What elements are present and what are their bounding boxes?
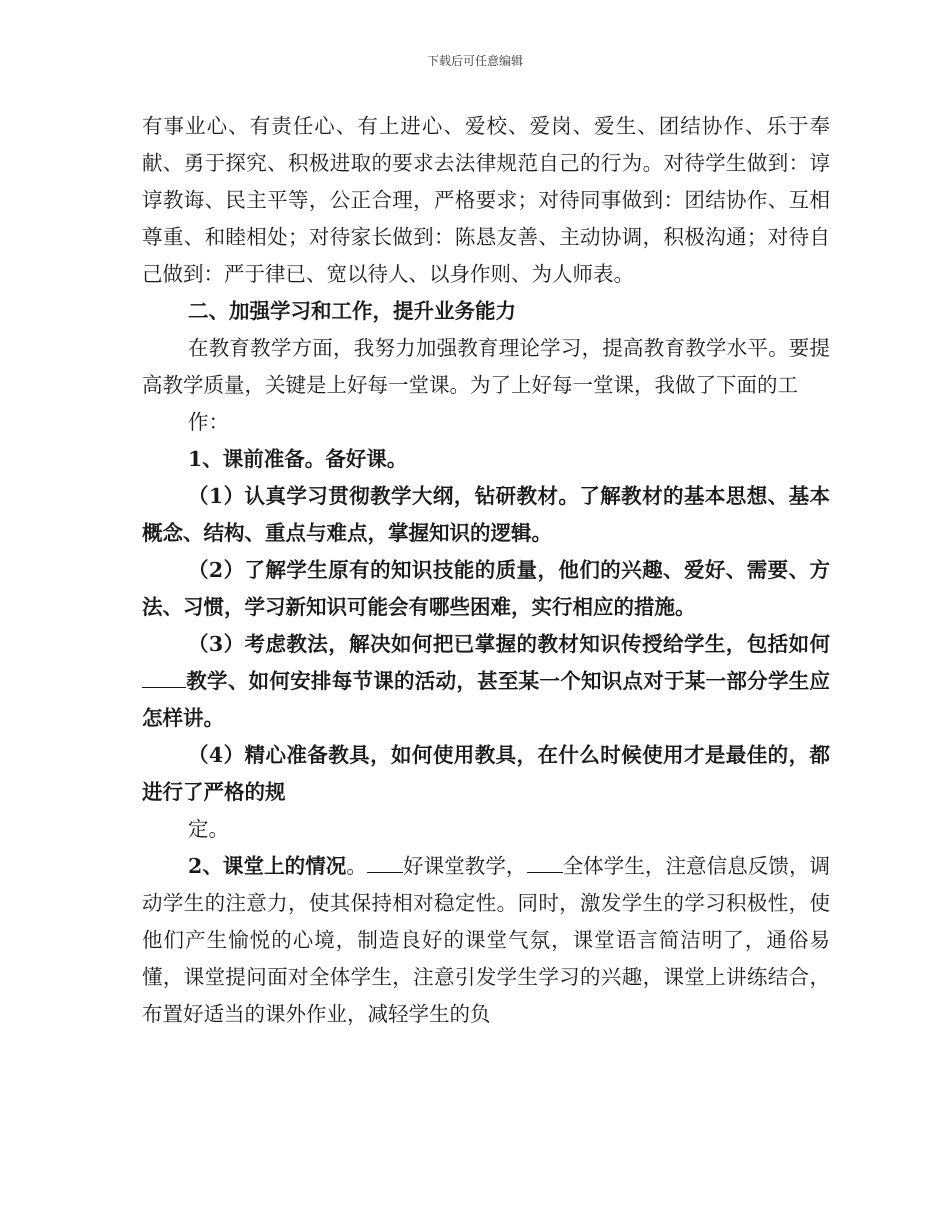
blank-underline [527, 850, 563, 873]
subsection-heading-2: 2、课堂上的情况 [188, 854, 347, 878]
list-item-1: （1）认真学习贯彻教学大纲，钻研教材。了解教材的基本思想、基本概念、结构、重点与难点，掌握知识的逻辑。 [142, 484, 830, 545]
list-item-4: （4）精心准备教具，如何使用教具，在什么时候使用才是最佳的，都进行了严格的规 [142, 743, 830, 804]
classroom-text-c: 全体学生，注意信息反馈，调动学生的注意力，使其保持相对稳定性。同时，激发学生的学习积极性，使他们产生愉悦的心境，制造良好的课堂气氛，课堂语言简洁明了，通俗易懂，课堂提问面对全体学生，注意引发学生学习的兴趣，课堂上讲练结合，布置好适当的课外作业，减轻学生的负 [142, 854, 831, 1026]
paragraph-ethics: 有事业心、有责任心、有上进心、爱校、爱岗、爱生、团结协作、乐于奉献、勇于探究、积极进取的要求去法律规范自己的行为。对待学生做到：谆谆教诲、民主平等，公正合理，严格要求；对待同事做到：团结协作、互相尊重、和睦相处；对待家长做到：陈恳友善、主动协调，积极沟通；对待自己做到：严于律已、宽以待人、以身作则、为人师表。 [142, 114, 830, 286]
classroom-text-b: 好课堂教学， [402, 854, 527, 878]
list-item-3-part-a: （3）考虑教法，解决如何把已掌握的教材知识传授给学生，包括如何 [188, 632, 830, 656]
list-item-2: （2）了解学生原有的知识技能的质量，他们的兴趣、爱好、需要、方法、习惯，学习新知识可能会有哪些困难，实行相应的措施。 [142, 558, 830, 619]
paragraph-classroom [142, 848, 830, 1033]
paragraph-teaching: 在教育教学方面，我努力加强教育理论学习，提高教育教学水平。要提高教学质量，关键是上好每一堂课。为了上好每一堂课，我做了下面的工 [142, 336, 830, 397]
paragraph-teaching-cont: 作： [188, 410, 229, 434]
page-header: 下载后可任意编辑 [426, 54, 523, 68]
document-body [142, 108, 830, 1033]
section-heading-2: 二、加强学习和工作，提升业务能力 [188, 299, 516, 323]
blank-underline [367, 850, 403, 873]
classroom-text-a: 。 [346, 854, 367, 878]
blank-underline [142, 665, 186, 688]
list-item-4-cont: 定。 [188, 817, 229, 841]
list-item-3-part-b: 教学、如何安排每节课的活动，甚至某一个知识点对于某一部分学生应怎样讲。 [142, 669, 830, 730]
subsection-heading-1: 1、课前准备。备好课。 [188, 447, 408, 471]
list-item-3 [142, 626, 830, 737]
